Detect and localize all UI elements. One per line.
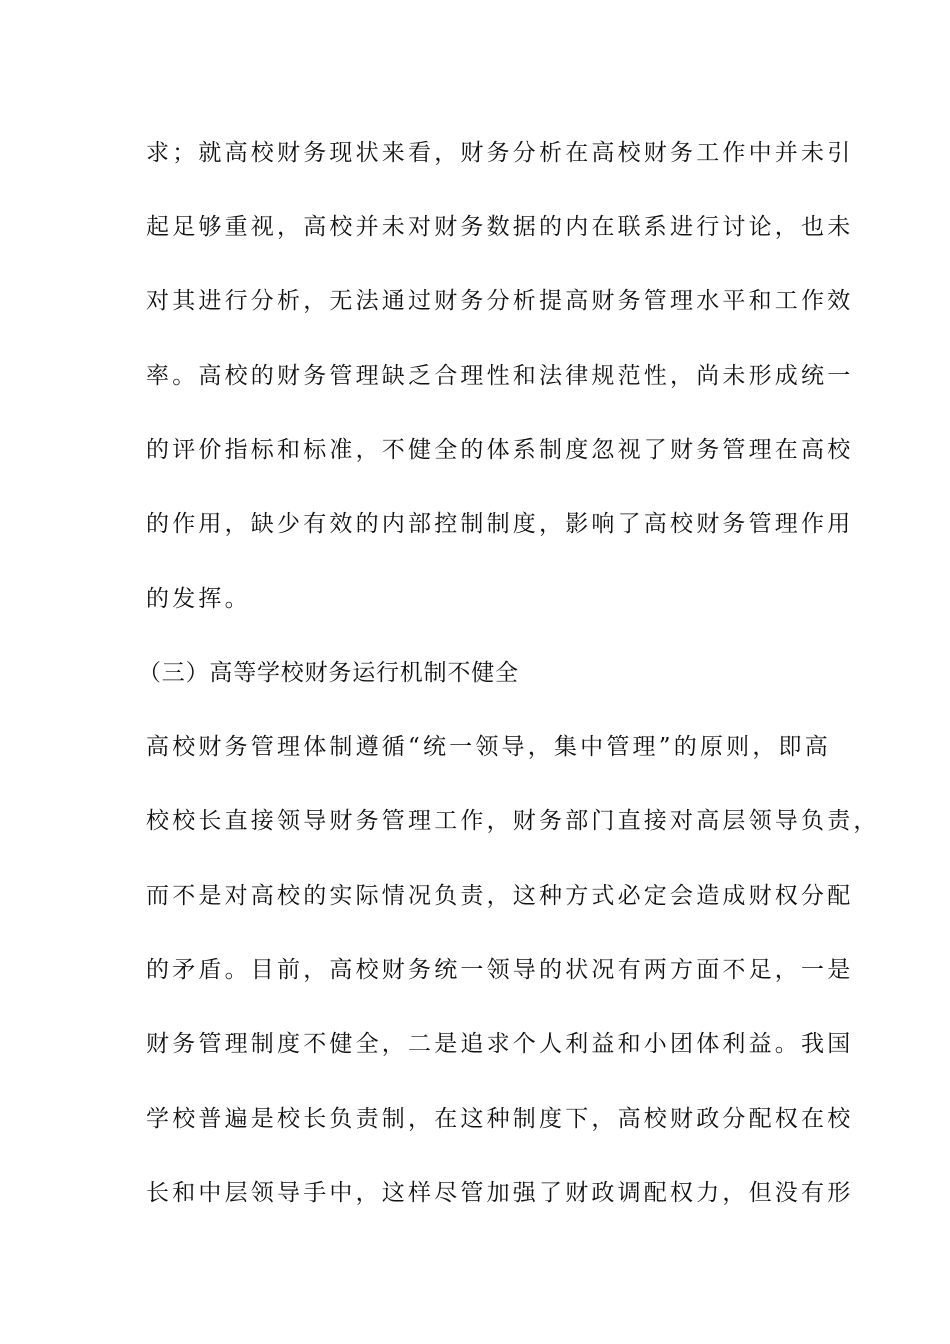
- paragraph-line: 长和中层领导手中，这样尽管加强了财政调配权力，但没有形: [146, 1180, 854, 1206]
- paragraph-line: 的评价指标和标准，不健全的体系制度忽视了财务管理在高校: [146, 437, 854, 463]
- paragraph-line: 的矛盾。目前，高校财务统一领导的状况有两方面不足，一是: [146, 957, 854, 983]
- section-heading: （三）高等学校财务运行机制不健全: [138, 660, 519, 686]
- paragraph-line: 而不是对高校的实际情况负责，这种方式必定会造成财权分配: [146, 883, 854, 909]
- paragraph-line: 的发挥。: [146, 586, 251, 612]
- paragraph-line: 校校长直接领导财务管理工作，财务部门直接对高层领导负责，: [146, 808, 880, 834]
- paragraph-line: 起足够重视，高校并未对财务数据的内在联系进行讨论，也未: [146, 214, 854, 240]
- paragraph-line: 对其进行分析，无法通过财务分析提高财务管理水平和工作效: [146, 288, 854, 314]
- paragraph-line: 求；就高校财务现状来看，财务分析在高校财务工作中并未引: [146, 140, 854, 166]
- paragraph-line: 高校财务管理体制遵循“统一领导，集中管理”的原则，即高: [146, 734, 831, 760]
- paragraph-line: 学校普遍是校长负责制，在这种制度下，高校财政分配权在校: [146, 1106, 854, 1132]
- paragraph-line: 财务管理制度不健全，二是追求个人利益和小团体利益。我国: [146, 1031, 854, 1057]
- paragraph-line: 的作用，缺少有效的内部控制制度，影响了高校财务管理作用: [146, 511, 854, 537]
- paragraph-line: 率。高校的财务管理缺乏合理性和法律规范性，尚未形成统一: [146, 363, 854, 389]
